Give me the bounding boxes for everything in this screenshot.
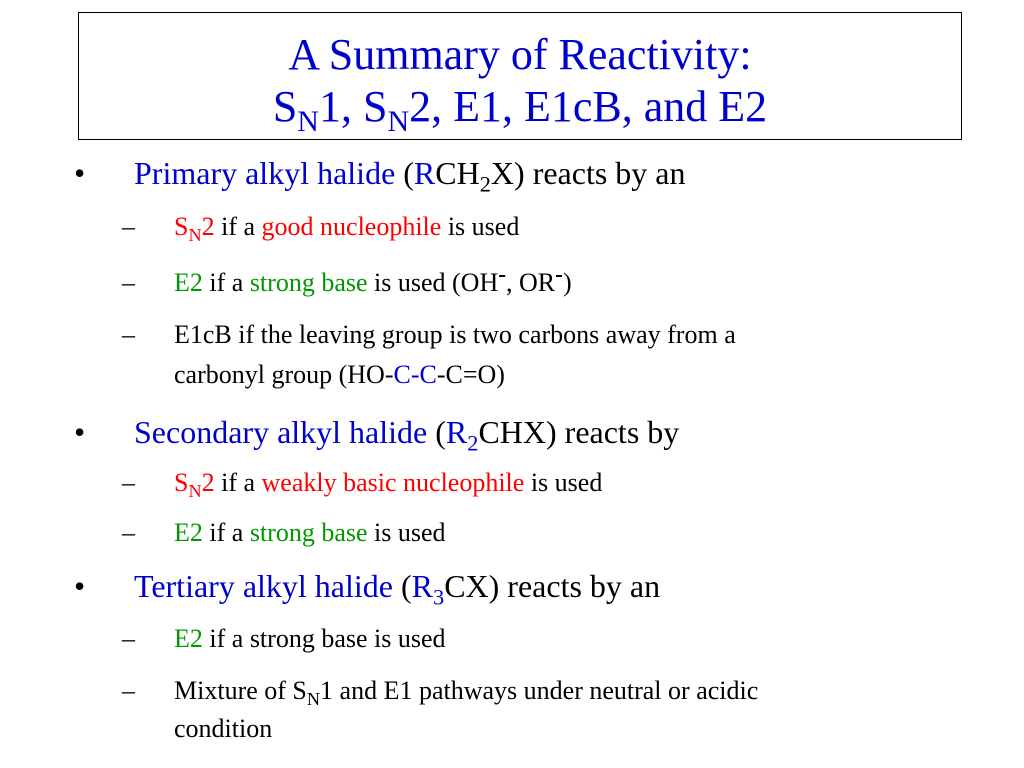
dash-icon: –: [122, 320, 135, 349]
bullet-icon: •: [74, 155, 86, 191]
section-heading-tertiary: Tertiary alkyl halide $(R_3CX)$ reacts by an: [134, 568, 661, 610]
list-item-primary-sn2: $S_N2$ if a good nucleophile is used: [174, 212, 520, 246]
title-box: [78, 12, 962, 140]
dash-icon: –: [122, 468, 135, 497]
list-item-primary-e1cb-line2: carbonyl group (HO-C-C-C=O): [174, 360, 505, 389]
list-item-tertiary-mixture-line1: Mixture of $S_N1$ and E1 pathways under neutral or acidic: [174, 676, 759, 710]
slide-title-line2: $S_N1$, $S_N2$, E1, E1cB, and E2: [272, 82, 768, 138]
dash-icon: –: [122, 212, 135, 241]
list-item-tertiary-mixture-line2: condition: [174, 714, 273, 743]
dash-icon: –: [122, 268, 135, 297]
section-heading-primary: Primary alkyl halide $(RCH_2X)$ reacts by an: [134, 155, 686, 197]
list-item-secondary-e2: E2 if a strong base is used: [174, 518, 446, 547]
list-item-primary-e2: E2 if a strong base is used (OH-, OR-): [174, 261, 572, 297]
bullet-icon: •: [74, 414, 86, 450]
bullet-icon: •: [74, 568, 86, 604]
dash-icon: –: [122, 518, 135, 547]
list-item-primary-e1cb-line1: E1cB if the leaving group is two carbons away from a: [174, 320, 736, 349]
slide-title-line1: A Summary of Reactivity:: [288, 30, 752, 79]
list-item-tertiary-e2: E2 if a strong base is used: [174, 624, 446, 653]
dash-icon: –: [122, 624, 135, 653]
section-heading-secondary: Secondary alkyl halide $(R_2CHX)$ reacts by: [134, 414, 680, 456]
dash-icon: –: [122, 676, 135, 705]
list-item-secondary-sn2: $S_N2$ if a weakly basic nucleophile is used: [174, 468, 603, 502]
